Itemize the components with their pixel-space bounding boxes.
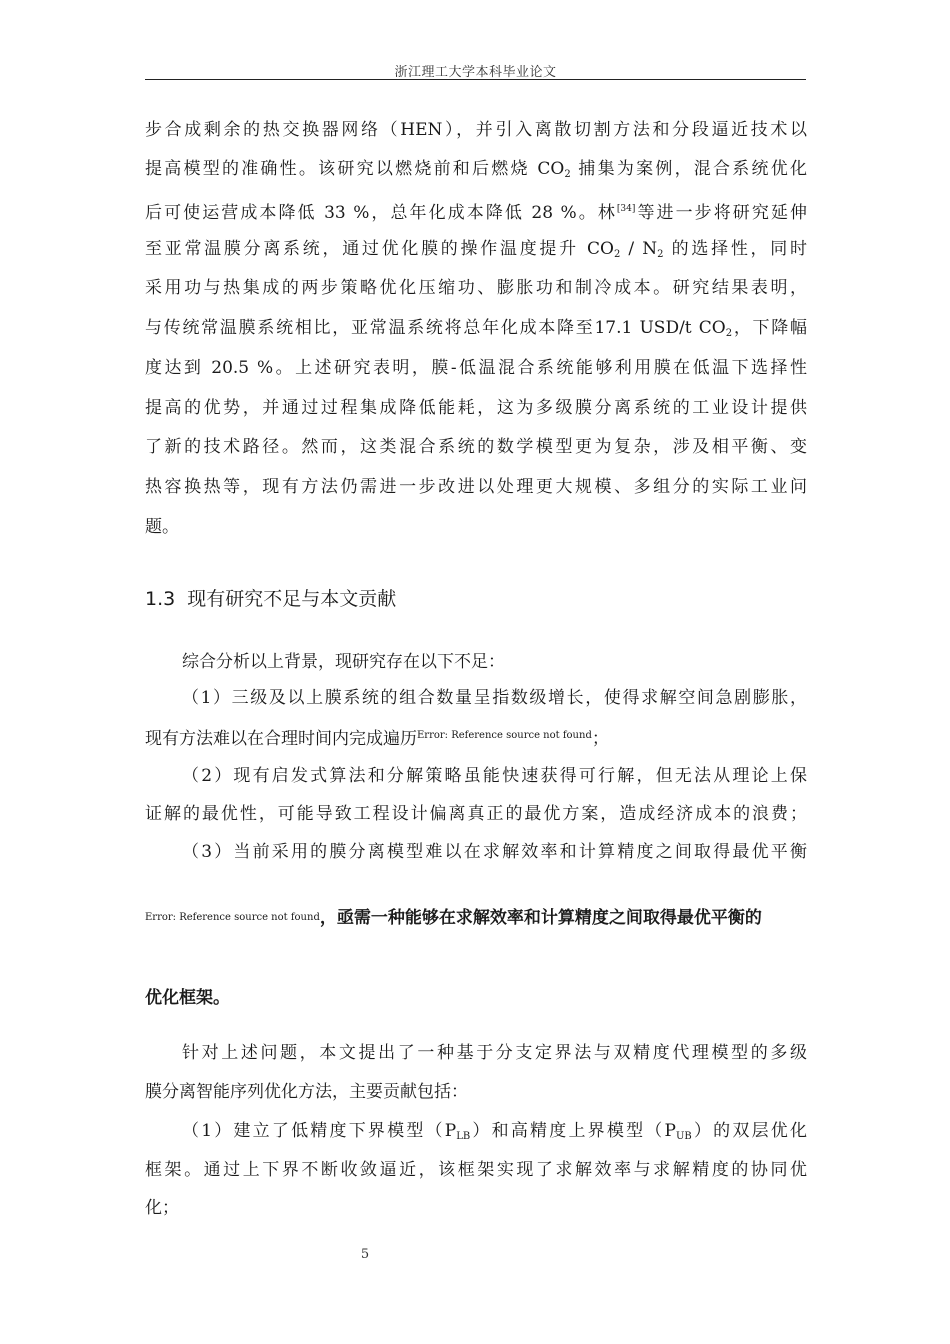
subscript: 2 (725, 328, 733, 339)
body-line: 至亚常温膜分离系统，通过优化膜的操作温度提升 $CO_2 / N_2$ 的选择性，同时 (145, 239, 807, 260)
body-line: （1）建立了低精度下界模型$(P_{LB})$和高精度上界模型$(P_{UB})$的双层优化 (182, 1121, 807, 1142)
section-title: 现有研究不足与本文贡献 (187, 588, 397, 610)
page-number: 5 (360, 1247, 370, 1262)
subscript: 2 (657, 249, 664, 260)
body-line: 与传统常温膜系统相比，亚常温系统将总年化成本降至17.1 USD/t $CO_2$，下降幅 (145, 318, 808, 339)
body-line: 采用功与热集成的两步策略优化压缩功、膨胀功和制冷成本。研究结果表明， (145, 278, 807, 298)
body-line: 后可使运营成本降低 33 %，总年化成本降低 28 %。林[34]等进一步将研究延伸 (145, 203, 808, 223)
body-line: （3）当前采用的膜分离模型难以在求解效率和计算精度之间取得最优平衡 (182, 842, 807, 862)
running-header: 浙江理工大学本科毕业论文 (394, 65, 557, 80)
body-line: Error: Reference source not found，亟需一种能够在求解效率和计算精度之间取得最优平衡的 (145, 908, 762, 928)
body-line: 度达到 20.5 %。上述研究表明，膜-低温混合系统能够利用膜在低温下选择性 (145, 358, 807, 378)
body-line: 优化框架。 (145, 988, 230, 1008)
body-line: 题。 (145, 517, 179, 537)
body-line: （2）现有启发式算法和分解策略虽能快速获得可行解，但无法从理论上保 (182, 766, 807, 786)
reference-error: Error: Reference source not found (145, 912, 320, 923)
body-line: 综合分析以上背景，现研究存在以下不足： (182, 652, 505, 672)
section-heading (145, 584, 396, 611)
citation[interactable]: [34] (616, 204, 636, 214)
body-line: 针对上述问题，本文提出了一种基于分支定界法与双精度代理模型的多级 (182, 1043, 807, 1063)
subscript: 2 (564, 169, 571, 180)
subscript: LB (456, 1131, 471, 1142)
body-line: 提高的优势，并通过过程集成降低能耗，这为多级膜分离系统的工业设计提供 (145, 398, 807, 418)
subscript: 2 (613, 249, 621, 260)
body-line: 化； (145, 1198, 179, 1218)
body-line: 提高模型的准确性。该研究以燃烧前和后燃烧 $CO_2$ 捕集为案例，混合系统优化 (145, 159, 807, 180)
section-number: 1.3 (145, 588, 176, 610)
body-line: 热容换热等，现有方法仍需进一步改进以处理更大规模、多组分的实际工业问 (145, 477, 807, 497)
header-rule (145, 79, 806, 80)
body-line: 框架。通过上下界不断收敛逼近，该框架实现了求解效率与求解精度的协同优 (145, 1160, 807, 1180)
body-line: 膜分离智能序列优化方法，主要贡献包括： (145, 1082, 468, 1102)
body-line: 步合成剩余的热交换器网络（HEN），并引入离散切割方法和分段逼近技术以 (145, 120, 807, 140)
body-line: 现有方法难以在合理时间内完成遍历$^{Error: Reference source not found}$； (145, 729, 609, 749)
body-line: （1）三级及以上膜系统的组合数量呈指数级增长，使得求解空间急剧膨胀， (182, 688, 807, 708)
reference-error: Error: Reference source not found (417, 730, 592, 741)
body-line: 证解的最优性，可能导致工程设计偏离真正的最优方案，造成经济成本的浪费； (145, 804, 807, 824)
body-line: 了新的技术路径。然而，这类混合系统的数学模型更为复杂，涉及相平衡、变 (145, 437, 807, 457)
subscript: UB (675, 1131, 692, 1142)
